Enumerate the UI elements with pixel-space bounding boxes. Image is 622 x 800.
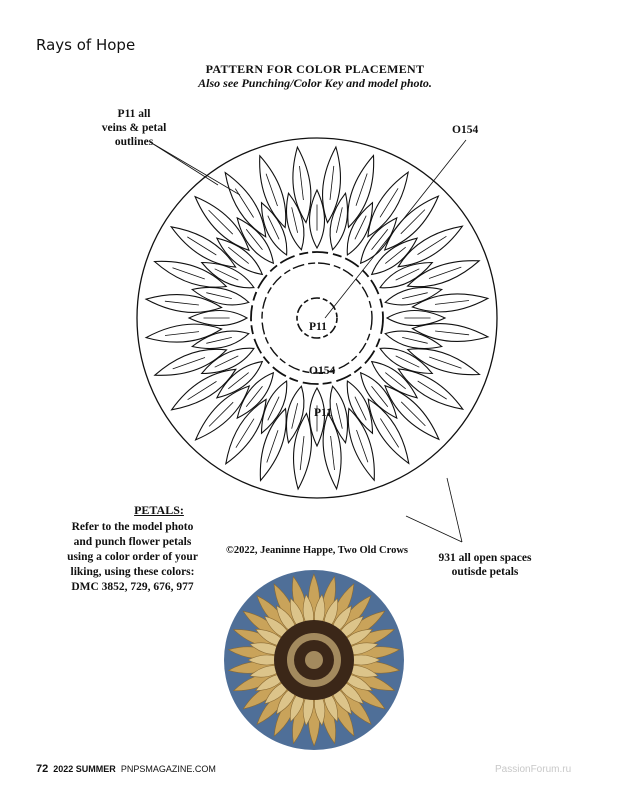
- rug-center-dot: [305, 651, 323, 669]
- pattern-title: PATTERN FOR COLOR PLACEMENT: [205, 62, 425, 76]
- pattern-subtitle: Also see Punching/Color Key and model photo.: [198, 76, 432, 90]
- model-rug-photo: [222, 568, 406, 752]
- petals-line-3: using a color order of your: [67, 551, 198, 563]
- callout-p11-veins-line-2: veins & petal: [101, 122, 167, 134]
- leader-line-o154: [325, 140, 466, 318]
- copyright-notice: ©2022, Jeaninne Happe, Two Old Crows: [226, 545, 408, 556]
- petals-line-5: DMC 3852, 729, 676, 977: [71, 581, 194, 593]
- callout-open-spaces-line-1: 931 all open spaces: [438, 552, 532, 564]
- callout-p11-veins: [86, 107, 182, 149]
- callout-open-spaces-line-2: outisde petals: [451, 566, 519, 578]
- callout-p11-veins-line-3: outlines: [114, 136, 154, 148]
- watermark: PassionForum.ru: [495, 764, 572, 775]
- magazine-site: PNPSMAGAZINE.COM: [120, 764, 216, 774]
- callout-p11-center: P11: [309, 321, 327, 333]
- running-title: Rays of Hope: [36, 36, 136, 54]
- leader-line-p11-veins: [150, 142, 240, 195]
- petals-line-4: liking, using these colors:: [70, 566, 195, 578]
- petals-line-1: Refer to the model photo: [71, 521, 194, 533]
- page-footer: [36, 763, 216, 775]
- callout-o154-middle: O154: [309, 365, 336, 377]
- callout-p11-veins-line-1: P11 all: [117, 108, 151, 120]
- issue-season: 2022 SUMMER: [53, 764, 116, 774]
- petals-instructions: [50, 520, 215, 595]
- callout-open-spaces: [420, 551, 550, 579]
- leader-line-open-spaces-1: [447, 478, 462, 542]
- petals-heading: PETALS:: [134, 503, 184, 517]
- page-number: 72: [36, 763, 49, 775]
- leader-line-open-spaces-2: [406, 516, 462, 542]
- callout-p11-ring: P11: [314, 407, 332, 419]
- petals-line-2: and punch flower petals: [73, 536, 192, 548]
- callout-o154-top: O154: [452, 124, 479, 136]
